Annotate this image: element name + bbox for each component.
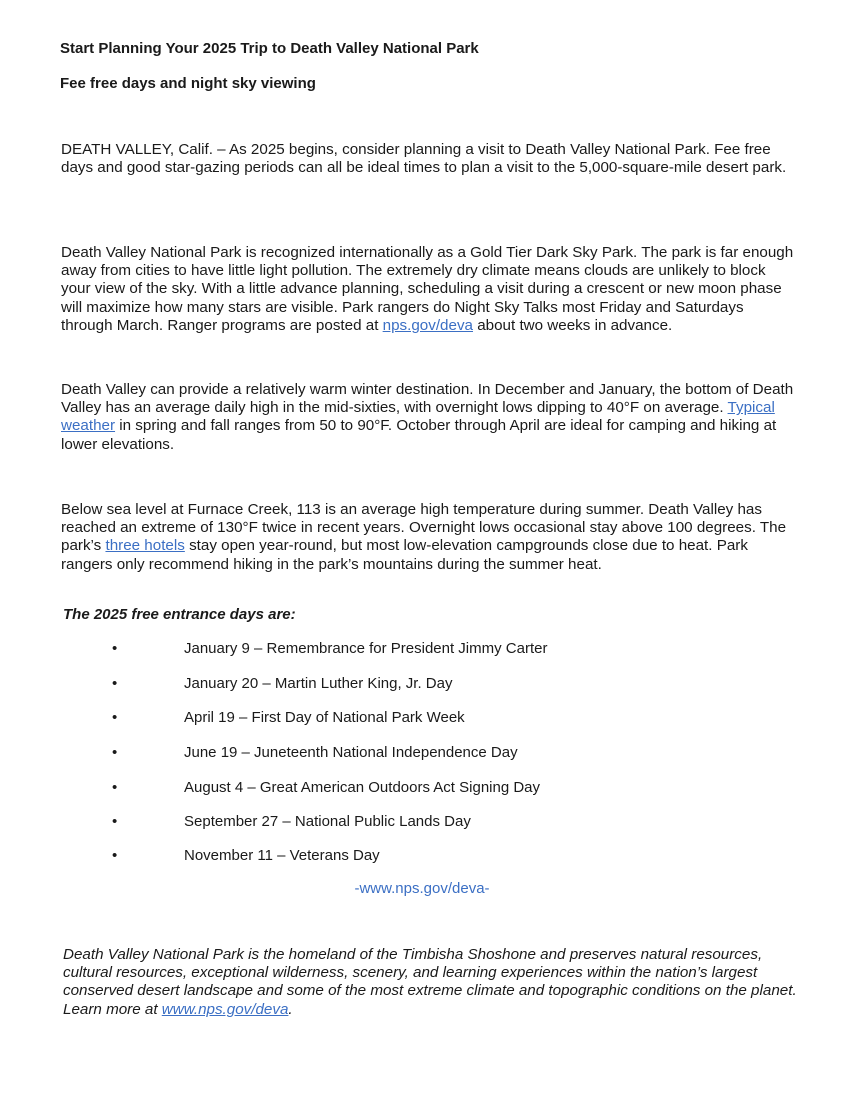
free-day-text: June 19 – Juneteenth National Independence Day: [184, 744, 518, 761]
list-item: [0, 779, 700, 799]
summer-heat-text: Below sea level at Furnace Creek, 113 is an average high temperature during summer. Death Valley has reached an extreme of 130°F twice in recent years. Overnight lows occasional stay above 100 degrees. The park’s: [61, 501, 787, 555]
website-footer: -www.nps.gov/deva-: [354, 880, 490, 897]
page-title: Start Planning Your 2025 Trip to Death Valley National Park: [60, 40, 479, 57]
bullet-icon: •: [112, 779, 118, 796]
winter-weather-text: Death Valley can provide a relatively warm winter destination. In December and January, the bottom of Death Valley has an average daily high in the mid-sixties, with overnight lows dipping to 40°F on average.: [61, 381, 794, 417]
bullet-icon: •: [112, 813, 118, 830]
free-day-text: September 27 – National Public Lands Day: [184, 813, 471, 830]
list-item: [0, 675, 700, 695]
nps-deva-link[interactable]: nps.gov/deva: [382, 316, 473, 334]
free-day-text: November 11 – Veterans Day: [184, 847, 380, 864]
three-hotels-link[interactable]: three hotels: [105, 537, 185, 555]
closing-text-end: .: [288, 1000, 293, 1018]
bullet-icon: •: [112, 709, 118, 726]
winter-weather-paragraph: [61, 381, 796, 454]
bullet-icon: •: [112, 675, 118, 692]
list-item: [0, 847, 700, 867]
intro-paragraph: DEATH VALLEY, Calif. – As 2025 begins, consider planning a visit to Death Valley National Park. Fee free days and good star-gazing periods can all be ideal times to plan a visit to the 5,000-square-mile desert park.: [61, 141, 787, 177]
closing-paragraph: [63, 946, 798, 1019]
list-item: [0, 640, 700, 660]
free-day-text: April 19 – First Day of National Park Week: [184, 709, 465, 726]
page-subtitle: Fee free days and night sky viewing: [60, 75, 316, 92]
dark-sky-text-end: about two weeks in advance.: [473, 316, 673, 334]
summer-heat-text-end: stay open year-round, but most low-elevation campgrounds close due to heat. Park rangers only recommend hiking in the park’s mountains during the summer heat.: [61, 537, 748, 573]
bullet-icon: •: [112, 640, 118, 657]
bullet-icon: •: [112, 744, 118, 761]
list-item: [0, 744, 700, 764]
typical-weather-link[interactable]: Typical weather: [61, 399, 775, 435]
bullet-icon: •: [112, 847, 118, 864]
free-day-text: January 20 – Martin Luther King, Jr. Day: [184, 675, 453, 692]
dark-sky-paragraph: [61, 244, 796, 335]
free-day-text: January 9 – Remembrance for President Jimmy Carter: [184, 640, 548, 657]
dark-sky-text: Death Valley National Park is recognized internationally as a Gold Tier Dark Sky Park. The park is far enough away from cities to have little light pollution. The extremely dry climate means clouds are unlikely to block your view of the sky. With a little advance planning, scheduling a visit during a crescent or new moon phase will maximize how many stars are visible. Park rangers do Night Sky Talks most Friday and Saturdays through March. Ranger programs are posted at: [61, 244, 794, 334]
closing-text: Death Valley National Park is the homeland of the Timbisha Shoshone and preserves natural resources, cultural resources, exceptional wilderness, scenery, and learning experiences within the nation’s largest conserved desert landscape and some of the most extreme climate and topographic conditions on the planet. Learn more at: [63, 946, 797, 1018]
list-item: [0, 813, 700, 833]
winter-weather-text-end: in spring and fall ranges from 50 to 90°F. October through April are ideal for camping and hiking at lower elevations.: [61, 417, 777, 453]
free-day-text: August 4 – Great American Outdoors Act Signing Day: [184, 779, 541, 796]
summer-heat-paragraph: [61, 501, 796, 574]
free-days-heading: The 2025 free entrance days are:: [63, 606, 296, 623]
nps-website-link[interactable]: www.nps.gov/deva: [161, 1000, 289, 1018]
list-item: [0, 709, 700, 729]
